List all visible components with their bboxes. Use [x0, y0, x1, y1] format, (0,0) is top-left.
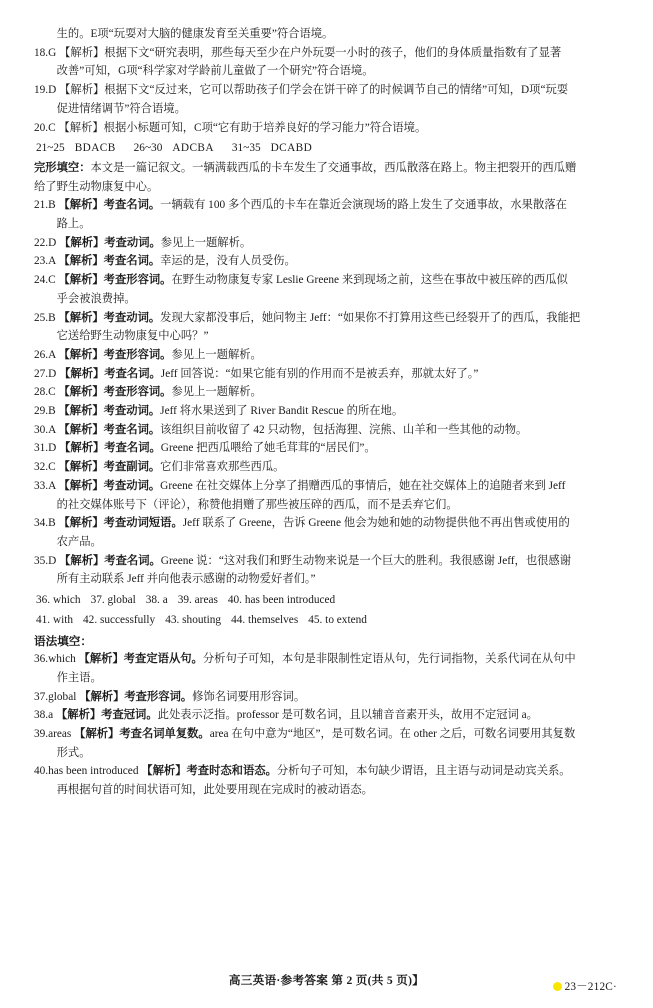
cloze-item-no: 35.D [34, 554, 57, 567]
cloze-item-tag: 【解析】考查名词。 [58, 255, 161, 268]
cloze-item-cont: 它送给野生动物康复中心吗？” [56, 330, 209, 343]
grammar-section-title: 语法填空： [34, 635, 92, 648]
footer-page-label: 高三英语·参考答案 第 2 页(共 5 页)】 [228, 974, 425, 987]
cloze-item-tag: 【解析】考查名词。 [59, 367, 161, 380]
cloze-item [34, 272, 619, 289]
cloze-item-tag: 【解析】考查名词。 [58, 423, 161, 436]
cloze-item [34, 515, 619, 532]
grammar-item-no: 38.a [34, 709, 54, 722]
cloze-item-tag: 【解析】考查名词。 [58, 199, 161, 212]
cloze-item-no: 30.A [34, 423, 56, 436]
answer-item: 42. successfully [83, 613, 156, 626]
answer-group-range: 31~35 [231, 141, 261, 154]
grammar-item [34, 763, 619, 780]
cloze-item [34, 253, 619, 270]
cloze-intro [34, 160, 619, 177]
cloze-section-label: 完形填空： [34, 161, 91, 174]
cloze-item-no: 21.B [34, 199, 56, 212]
cloze-item [34, 384, 619, 401]
cloze-item [34, 459, 619, 476]
cloze-item-tag: 【解析】考查副词。 [58, 461, 161, 474]
cloze-item-text: Greene 把西瓜喂给了她毛茸茸的“居民们”。 [160, 442, 376, 455]
grammar-item [34, 707, 619, 724]
cloze-item-text: Jeff 联系了 Greene，告诉 Greene 他会为她和她的动物提供他不再出售或使用的 [182, 517, 570, 530]
cloze-item-no: 33.A [34, 479, 56, 492]
grammar-item [34, 726, 619, 743]
grammar-item-cont: 形式。 [56, 746, 91, 759]
explanation-line: 生的。E项“玩耍对大脑的健康发育至关重要”符合语境。 [56, 28, 334, 40]
explanation-item-19: 19.D 【解析】根据下文“反过来，它可以帮助孩子们学会在饼干碎了的时候调节自己的情绪”可知，D项“玩耍 [34, 84, 569, 97]
cloze-item-text: Greene 说：“这对我们和野生动物来说是一个巨大的胜利。我很感谢 Jeff，也很感谢 [160, 554, 572, 567]
grammar-item [34, 689, 619, 706]
explanation-item-18: 18.G 【解析】根据下文“研究表明，那些每天至少在户外玩耍一小时的孩子，他们的身体质量指数有了显著 [34, 46, 562, 59]
answer-item: 39. areas [177, 593, 218, 606]
cloze-item-tag: 【解析】考查动词短语。 [58, 517, 183, 530]
cloze-item-text: 该组织目前收留了 42 只动物，包括海狸、浣熊、山羊和一些其他的动物。 [160, 423, 528, 436]
answer-group-letters: ADCBA [172, 141, 214, 154]
cloze-intro-text: 本文是一篇记叙文。一辆满载西瓜的卡车发生了交通事故，西瓜散落在路上。物主把裂开的西瓜赠 [90, 161, 577, 174]
cloze-item-tag: 【解析】考查形容词。 [58, 386, 172, 399]
cloze-item-no: 32.C [34, 461, 56, 474]
grammar-item-tag: 【解析】考查形容词。 [79, 690, 193, 703]
answer-group-range: 26~30 [133, 141, 163, 154]
cloze-item-text: 幸运的是，没有人员受伤。 [160, 255, 296, 268]
answer-item: 43. shouting [165, 613, 222, 626]
cloze-item-no: 27.D [34, 367, 57, 380]
answer-group-letters: BDACB [74, 141, 116, 154]
grammar-item-tag: 【解析】考查定语从句。 [78, 653, 203, 666]
cloze-item-text: 参见上一题解析。 [160, 236, 252, 249]
cloze-item-text: Jeff 回答说：“如果它能有别的作用而不是被丢弃，那就太好了。” [160, 367, 479, 380]
cloze-item [34, 440, 619, 457]
cloze-item-text: 参见上一题解析。 [171, 348, 262, 361]
explanation-item-20: 20.C 【解析】根据小标题可知，C项“它有助于培养良好的学习能力”符合语境。 [34, 121, 427, 134]
footer-code [553, 978, 617, 994]
grammar-item-no: 39.areas [34, 728, 72, 741]
answer-item: 40. has been introduced [227, 593, 336, 606]
cloze-item-no: 29.B [34, 405, 56, 418]
cloze-item-cont: 路上。 [56, 218, 91, 231]
cloze-item-no: 22.D [34, 236, 57, 249]
grammar-item-text: 修饰名词要用形容词。 [192, 690, 306, 703]
answer-item: 36. which [36, 593, 81, 606]
grammar-item-tag: 【解析】考查冠词。 [55, 709, 158, 722]
answer-group-letters: DCABD [270, 141, 313, 154]
cloze-explanations [34, 197, 619, 588]
cloze-item-no: 24.C [34, 274, 56, 287]
cloze-item [34, 403, 619, 420]
grammar-item-tag: 【解析】考查时态和语态。 [141, 765, 277, 778]
answer-group-range: 21~25 [36, 141, 65, 154]
grammar-item-cont: 再根据句首的时间状语可知，此处要用现在完成时的被动语态。 [56, 784, 373, 797]
footer-code-text: 23－212C· [564, 981, 617, 993]
cloze-item-cont: 农产品。 [56, 535, 102, 548]
cloze-item-cont: 的社交媒体账号下（评论），称赞他捐赠了那些被压碎的西瓜，而不是丢弃它们。 [56, 498, 458, 511]
cloze-item-no: 26.A [34, 348, 56, 361]
cloze-item-text: 它们非常喜欢那些西瓜。 [160, 461, 285, 474]
cloze-item-tag: 【解析】考查动词。 [58, 311, 161, 324]
cloze-item [34, 422, 619, 439]
answer-item: 45. to extend [308, 613, 367, 626]
cloze-item [34, 310, 619, 327]
grammar-item-no: 36.which [34, 653, 76, 666]
cloze-item-tag: 【解析】考查动词。 [58, 405, 161, 418]
cloze-item-tag: 【解析】考查形容词。 [58, 348, 172, 361]
cloze-item-no: 34.B [34, 517, 56, 530]
grammar-item-text: 此处表示泛指。professor 是可数名词，且以辅音音素开头，故用不定冠词 a。 [157, 709, 538, 722]
grammar-item [34, 651, 619, 668]
cloze-item-text: 一辆载有 100 多个西瓜的卡车在靠近会演现场的路上发生了交通事故，水果散落在 [160, 199, 567, 212]
explanation-line: 改善”可知，G项“科学家对学龄前儿童做了一个研究”符合语境。 [56, 65, 374, 78]
cloze-item-text: 在野生动物康复专家 Leslie Greene 来到现场之前，这些在事故中被压碎的西瓜似 [171, 274, 568, 287]
grammar-item-text: area 在句中意为“地区”，是可数名词。在 other 之后，可数名词要用其复数 [209, 728, 576, 741]
cloze-item [34, 366, 619, 383]
cloze-item [34, 197, 619, 214]
grammar-item-no: 37.global [34, 690, 77, 703]
cloze-item-tag: 【解析】考查形容词。 [58, 274, 172, 287]
grammar-item-text: 分析句子可知，本句缺少谓语，且主语与动词是动宾关系。 [276, 765, 571, 778]
page-footer [0, 972, 653, 994]
cloze-item-cont: 乎会被浪费掉。 [56, 292, 136, 305]
grammar-explanations [34, 651, 619, 799]
cloze-item-text: 发现大家都没事后，她问物主 Jeff：“如果你不打算用这些已经裂开了的西瓜，我能把 [160, 311, 581, 324]
answer-item: 41. with [36, 613, 74, 626]
explanation-line: 促进情绪调节”符合语境。 [56, 102, 186, 115]
answer-row-21-35 [34, 140, 619, 157]
answer-item: 44. themselves [231, 613, 299, 626]
cloze-item-tag: 【解析】考查名词。 [59, 442, 161, 455]
cloze-item-tag: 【解析】考查名词。 [59, 554, 161, 567]
grammar-item-tag: 【解析】考查名词单复数。 [74, 728, 210, 741]
cloze-item [34, 478, 619, 495]
cloze-item-text: 参见上一题解析。 [171, 386, 262, 399]
cloze-item-no: 28.C [34, 386, 56, 399]
cloze-item-tag: 【解析】考查动词。 [58, 479, 161, 492]
cloze-item-tag: 【解析】考查动词。 [59, 236, 161, 249]
cloze-item-no: 31.D [34, 442, 57, 455]
cloze-item-cont: 所有主动联系 Jeff 并向他表示感谢的动物爱好者们。” [56, 573, 316, 586]
cloze-item-text: Jeff 将水果送到了 River Bandit Rescue 的所在地。 [160, 405, 404, 418]
cloze-item [34, 235, 619, 252]
cloze-intro-cont: 给了野生动物康复中心。 [34, 180, 159, 193]
cloze-item-no: 23.A [34, 255, 56, 268]
answer-row-41-45 [34, 612, 619, 629]
cloze-item-text: Greene 在社交媒体上分享了捐赠西瓜的事情后，她在社交媒体上的追随者来到 Jeff [160, 479, 566, 492]
yellow-dot-icon [553, 982, 562, 991]
grammar-item-cont: 作主语。 [56, 671, 102, 684]
grammar-item-no: 40.has been introduced [34, 765, 139, 778]
cloze-item-no: 25.B [34, 311, 56, 324]
grammar-item-text: 分析句子可知，本句是非限制性定语从句，先行词指物，关系代词在从句中 [202, 653, 576, 666]
answer-row-36-40 [34, 592, 619, 609]
answer-item: 38. a [145, 593, 168, 606]
cloze-item [34, 553, 619, 570]
answer-item: 37. global [90, 593, 136, 606]
cloze-item [34, 347, 619, 364]
